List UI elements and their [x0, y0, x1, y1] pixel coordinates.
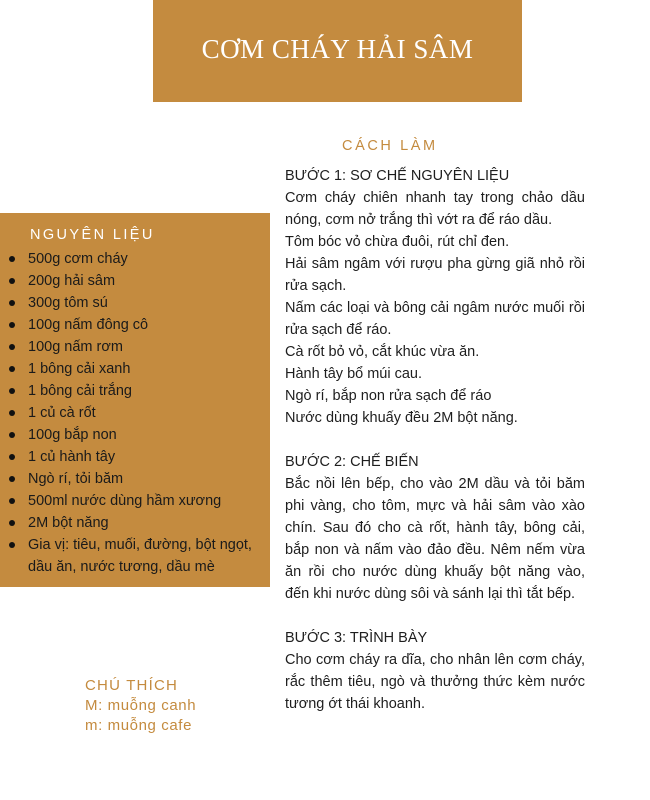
bullet-icon [9, 388, 15, 394]
step-3 [285, 627, 585, 715]
step-line: Hành tây bổ múi cau. [285, 366, 423, 382]
bullet-icon [9, 520, 15, 526]
step-line: Nước dùng khuấy đều 2M bột năng. [285, 410, 518, 426]
step-line: Hải sâm ngâm với rượu pha gừng giã nhỏ rồi rửa sạch. [285, 256, 585, 294]
step-title: BƯỚC 1: SƠ CHẾ NGUYÊN LIỆU [285, 168, 510, 184]
method-section [285, 165, 585, 715]
ingredient-item: 200g hải sâm [6, 270, 270, 292]
ingredients-heading: NGUYÊN LIỆU [30, 227, 155, 243]
step-line: Cho cơm cháy ra dĩa, cho nhân lên cơm cháy, rắc thêm tiêu, ngò và thưởng thức kèm nước tương ớt thái khoanh. [285, 652, 585, 712]
notes-heading: CHÚ THÍCH [85, 677, 179, 694]
bullet-icon [9, 278, 15, 284]
step-line: Cà rốt bỏ vỏ, cắt khúc vừa ăn. [285, 344, 480, 360]
step-line: Tôm bóc vỏ chừa đuôi, rút chỉ đen. [285, 234, 510, 250]
bullet-icon [9, 498, 15, 504]
bullet-icon [9, 366, 15, 372]
ingredient-item: 100g nấm đông cô [6, 314, 270, 336]
step-1 [285, 165, 585, 429]
step-title: BƯỚC 3: TRÌNH BÀY [285, 630, 428, 646]
bullet-icon [9, 476, 15, 482]
bullet-icon [9, 344, 15, 350]
ingredient-item: 300g tôm sú [6, 292, 270, 314]
step-line: Ngò rí, bắp non rửa sạch để ráo [285, 388, 492, 404]
ingredient-item: Gia vị: tiêu, muối, đường, bột ngọt, dầu ăn, nước tương, dầu mè [6, 534, 270, 578]
recipe-title: CƠM CHÁY HẢI SÂM [201, 33, 474, 64]
bullet-icon [9, 432, 15, 438]
notes-section [85, 676, 196, 736]
bullet-icon [9, 454, 15, 460]
title-banner [153, 0, 522, 102]
step-line: Nấm các loại và bông cải ngâm nước muối rồi rửa sạch để ráo. [285, 300, 585, 338]
ingredient-item: 500g cơm cháy [6, 248, 270, 270]
step-line: Cơm cháy chiên nhanh tay trong chảo dầu nóng, cơm nở trắng thì vớt ra để ráo dầu. [285, 190, 585, 228]
ingredient-item: 1 bông cải xanh [6, 358, 270, 380]
step-2 [285, 451, 585, 605]
ingredient-item: 1 củ hành tây [6, 446, 270, 468]
ingredient-item: 500ml nước dùng hầm xương [6, 490, 270, 512]
ingredients-panel [0, 213, 270, 587]
ingredient-item: 2M bột năng [6, 512, 270, 534]
step-line: Bắc nồi lên bếp, cho vào 2M dầu và tỏi băm phi vàng, cho tôm, mực và hải sâm vào xào chín. Sau đó cho cà rốt, hành tây, bông cải, bắp non và nấm vào đảo đều. Nêm nếm vừa ăn rồi cho nước dùng khuấy bột năng vào, đến khi nước dùng sôi và sánh lại thì tắt bếp. [285, 476, 585, 602]
note-line: m: muỗng cafe [85, 717, 193, 734]
bullet-icon [9, 256, 15, 262]
ingredient-item: 100g nấm rơm [6, 336, 270, 358]
ingredient-item: 1 củ cà rốt [6, 402, 270, 424]
note-line: M: muỗng canh [85, 697, 197, 714]
ingredients-list [6, 248, 270, 578]
ingredient-item: Ngò rí, tỏi băm [6, 468, 270, 490]
method-heading: CÁCH LÀM [342, 138, 438, 154]
step-title: BƯỚC 2: CHẾ BIẾN [285, 454, 419, 470]
bullet-icon [9, 542, 15, 548]
ingredient-item: 1 bông cải trắng [6, 380, 270, 402]
bullet-icon [9, 410, 15, 416]
bullet-icon [9, 322, 15, 328]
ingredient-item: 100g bắp non [6, 424, 270, 446]
bullet-icon [9, 300, 15, 306]
